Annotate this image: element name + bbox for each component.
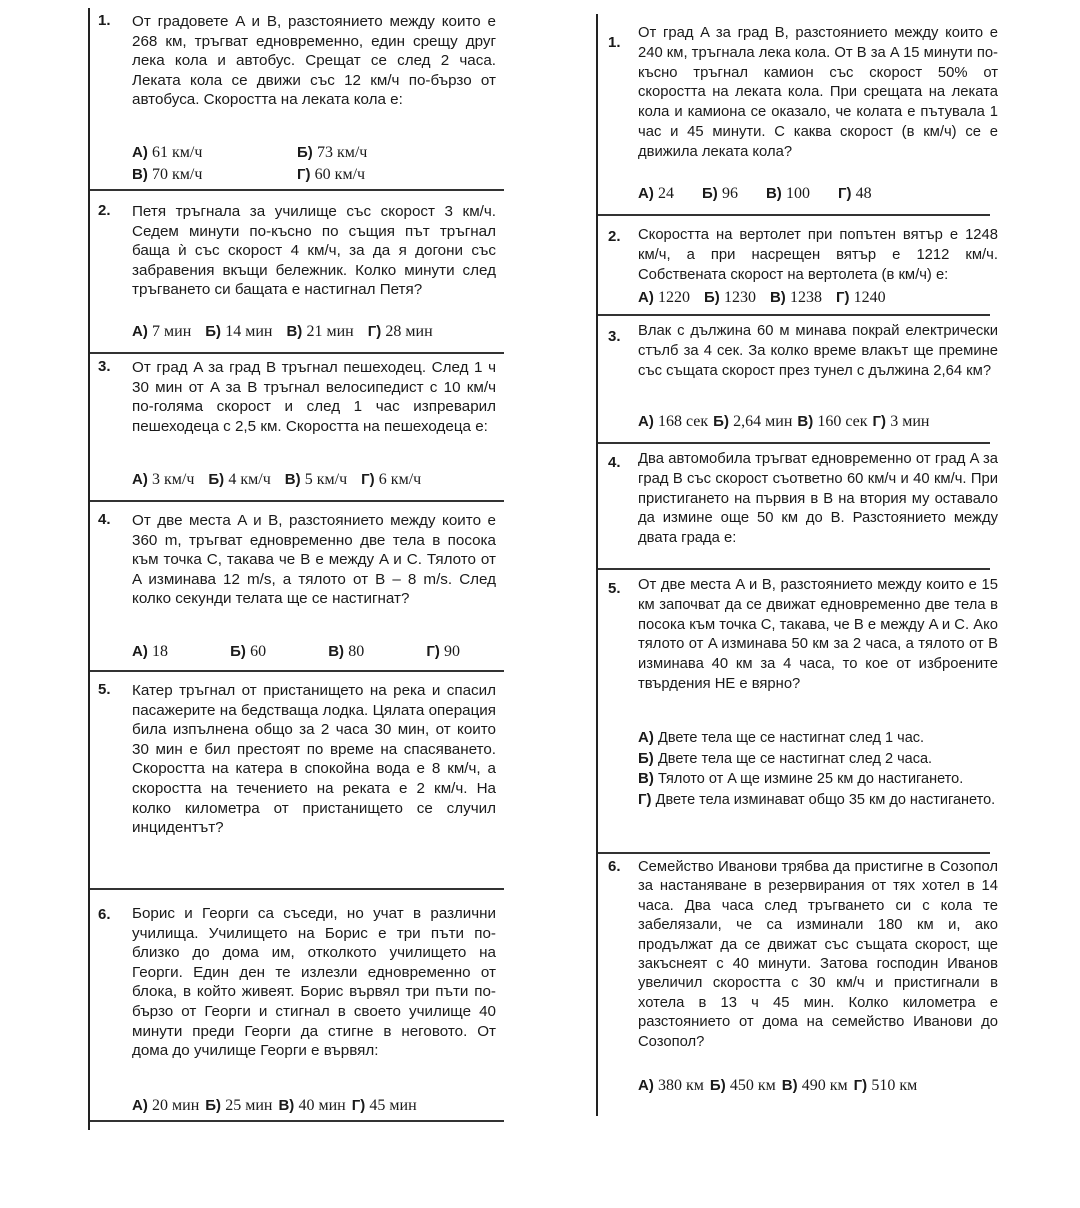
problem-text: Борис и Георги са съседи, но учат в различни училища. Училището на Борис е три пъти по-близко до дома им, отколкото училището на Георги. Един ден те излезли едновременно от блока, в който живеят. Борис вървял три пъти по-бързо от Георги и стигнал в своето училище 40 минути преди Георги да стигне в неговото. От дома до училище Георги е вървял: [132, 905, 496, 1060]
separator [598, 314, 990, 316]
problem-number: 3. [608, 328, 621, 345]
answer-option[interactable]: Б) 1230 [704, 289, 756, 306]
answer-options [638, 728, 996, 810]
answer-options [638, 288, 996, 308]
problem-number: 5. [98, 681, 111, 698]
separator [90, 500, 504, 502]
problem-text: Скоростта на вертолет при попътен вятър е 1248 км/ч, а при насрещен вятър е 1212 км/ч. Собствената скорост на вертолета (в км/ч) е: [638, 227, 998, 283]
problem-number: 2. [608, 228, 621, 245]
answer-option[interactable]: Г) 60 км/ч [297, 166, 366, 183]
answer-option[interactable]: Б) 2,64 мин [713, 413, 793, 430]
answer-options [638, 1076, 996, 1096]
answer-option[interactable]: Г) 45 мин [351, 1097, 417, 1114]
answer-option[interactable]: А) 1220 [638, 289, 690, 306]
problem-text: От две места A и B, разстоянието между които е 15 км започват да се движат едновременно две тела в посока към точка C, такава, че B е между A и C. Ако тялото от A изминава 50 км за 2 часа, а тялото от B изминава 40 км за 4 часа, то кое от изброените твърдения НЕ е вярно? [638, 577, 998, 692]
separator [90, 670, 504, 672]
problem-text: Влак с дължина 60 м минава покрай електрически стълб за 4 сек. За колко време влакът ще премине със същата скорост през тунел с дължина 2,64 км? [638, 323, 998, 379]
answer-option[interactable]: Б) 4 км/ч [208, 471, 271, 488]
answer-option[interactable]: В) 21 мин [286, 323, 354, 340]
answer-option[interactable]: А) 18 [132, 643, 168, 660]
answer-option[interactable]: Г) 6 км/ч [361, 471, 422, 488]
answer-option[interactable]: В) 1238 [769, 289, 822, 306]
separator [90, 888, 504, 890]
problem-number: 6. [98, 906, 111, 923]
separator [90, 189, 504, 191]
separator [90, 352, 504, 354]
problem-text: Катер тръгнал от пристанището на река и спасил пасажерите на бедстваща лодка. Цялата операция била изпълнена общо за 2 часа 30 мин, от които 30 мин е бил престоят по време на спасяването. Скоростта на катера в спокойна вода е 8 км/ч, а скоростта на течението на реката е 2 км/ч. На колко километра от пристанището се случил инцидентът? [132, 682, 496, 837]
problem-text: Семейство Иванови трябва да пристигне в Созопол за настаняване в резервирания от тях хотел в 14 часа. Два часа след тръгването си с кола те забелязали, че са изминали 180 км и, ако продължат да се движат със същата скорост, ще закъснеят с 40 минути. Затова господин Иванов увеличил скоростта с 30 км/ч и пристигнали в хотела в 13 ч 45 мин. Колко километра е разстоянието от дома на семейство Иванови до Созопол? [638, 859, 998, 1050]
answer-option[interactable]: А) 7 мин [132, 323, 192, 340]
answer-option[interactable]: Б) 73 км/ч [297, 144, 368, 161]
problem-number: 6. [608, 858, 621, 875]
answer-option[interactable]: А) 380 км [638, 1077, 704, 1094]
answer-option[interactable]: А) 3 км/ч [132, 471, 195, 488]
answer-option[interactable]: Б) 96 [702, 185, 738, 202]
problem-number: 5. [608, 580, 621, 597]
problem-number: 2. [98, 202, 111, 219]
answer-option[interactable]: В) 160 сек [797, 413, 868, 430]
answer-options [638, 184, 996, 204]
answer-options [132, 470, 496, 490]
answer-option[interactable]: Б) 25 мин [205, 1097, 273, 1114]
problem-number: 4. [98, 511, 111, 528]
answer-option[interactable]: В) 80 [328, 643, 365, 660]
problem-text: От град A за град B тръгнал пешеходец. След 1 ч 30 мин от A за B тръгнал велосипедист с 10 км/ч по-голяма скорост и след 1 час изпреварил пешеходеца с 2,5 км. Скоростта на пешеходеца е: [132, 359, 496, 435]
answer-option[interactable]: Б) 60 [230, 643, 267, 660]
answer-option[interactable]: А) 20 мин [132, 1097, 200, 1114]
answer-option[interactable]: В) 5 км/ч [284, 471, 348, 488]
problem-text: Два автомобила тръгват едновременно от град A за град B със скорост съответно 60 км/ч и 40 км/ч. При пристигането на първия в B на втория му оставало да измине още 50 км до B. Разстоянието между двата града е: [638, 451, 998, 547]
left-column [88, 8, 504, 1130]
answer-option[interactable]: Г) Двете тела изминават общо 35 км до настигането. [638, 790, 996, 808]
problem-number: 1. [608, 34, 621, 51]
answer-option[interactable]: Г) 510 км [853, 1077, 918, 1094]
separator [90, 1120, 504, 1122]
problem-text: От град A за град B, разстоянието между които е 240 км, тръгнала лека кола. От B за A 15 минути по-късно тръгнал камион със скорост 50% от скоростта на леката кола. При срещата на леката кола и камиона се оказало, че колата е пътувала 1 час и 45 минути. С каква скорост (в км/ч) се е движила леката кола? [638, 25, 998, 160]
separator [598, 214, 990, 216]
answer-option[interactable]: В) 490 км [781, 1077, 848, 1094]
answer-option[interactable]: В) 40 мин [278, 1097, 346, 1114]
answer-option[interactable]: Г) 28 мин [367, 323, 433, 340]
answer-options [638, 412, 996, 432]
answer-option[interactable]: Г) 1240 [835, 289, 886, 306]
answer-option[interactable]: Г) 3 мин [872, 413, 930, 430]
answer-option[interactable]: В) 100 [765, 185, 810, 202]
answer-option[interactable]: Г) 90 [426, 643, 460, 660]
answer-option[interactable]: А) 168 сек [638, 413, 709, 430]
answer-option[interactable]: Б) 450 км [709, 1077, 776, 1094]
answer-option[interactable]: Б) 14 мин [205, 323, 273, 340]
problem-text: От градовете A и B, разстоянието между които е 268 км, тръгват едновременно, един срещу друг лека кола и автобус. Срещат се след 2 часа. Леката кола се движи със 12 км/ч по-бързо от автобуса. Скоростта на леката кола е: [132, 13, 496, 109]
problem-number: 4. [608, 454, 621, 471]
answer-option[interactable]: А) 61 км/ч [132, 144, 203, 161]
answer-option[interactable]: А) Двете тела ще се настигнат след 1 час. [638, 729, 925, 746]
answer-options [132, 322, 496, 342]
answer-options [132, 143, 496, 185]
answer-options [132, 642, 496, 662]
answer-options [132, 1096, 496, 1116]
answer-option[interactable]: В) 70 км/ч [132, 166, 203, 183]
problem-number: 3. [98, 358, 111, 375]
problem-text: Петя тръгнала за училище със скорост 3 км/ч. Седем минути по-късно по същия път тръгнал баща ѝ със скорост 4 км/ч, за да я догони със забравения вкъщи бележник. Колко минути след тръгването си бащата е настигнал Петя? [132, 203, 496, 299]
problem-text: От две места A и B, разстоянието между които е 360 m, тръгват едновременно две тела в посока към точка C, такава че B е между A и C. Тялото от A изминава 12 m/s, а тялото от B – 8 m/s. След колко секунди телата ще се настигнат? [132, 512, 496, 608]
problem-number: 1. [98, 12, 111, 29]
answer-option[interactable]: А) 24 [638, 185, 674, 202]
separator [598, 442, 990, 444]
separator [598, 568, 990, 570]
answer-option[interactable]: Г) 48 [837, 185, 872, 202]
separator [598, 852, 990, 854]
answer-option[interactable]: В) Тялото от A ще измине 25 км до настигането. [638, 770, 964, 788]
answer-option[interactable]: Б) Двете тела ще се настигнат след 2 часа. [638, 749, 933, 767]
right-column [596, 14, 1004, 1116]
